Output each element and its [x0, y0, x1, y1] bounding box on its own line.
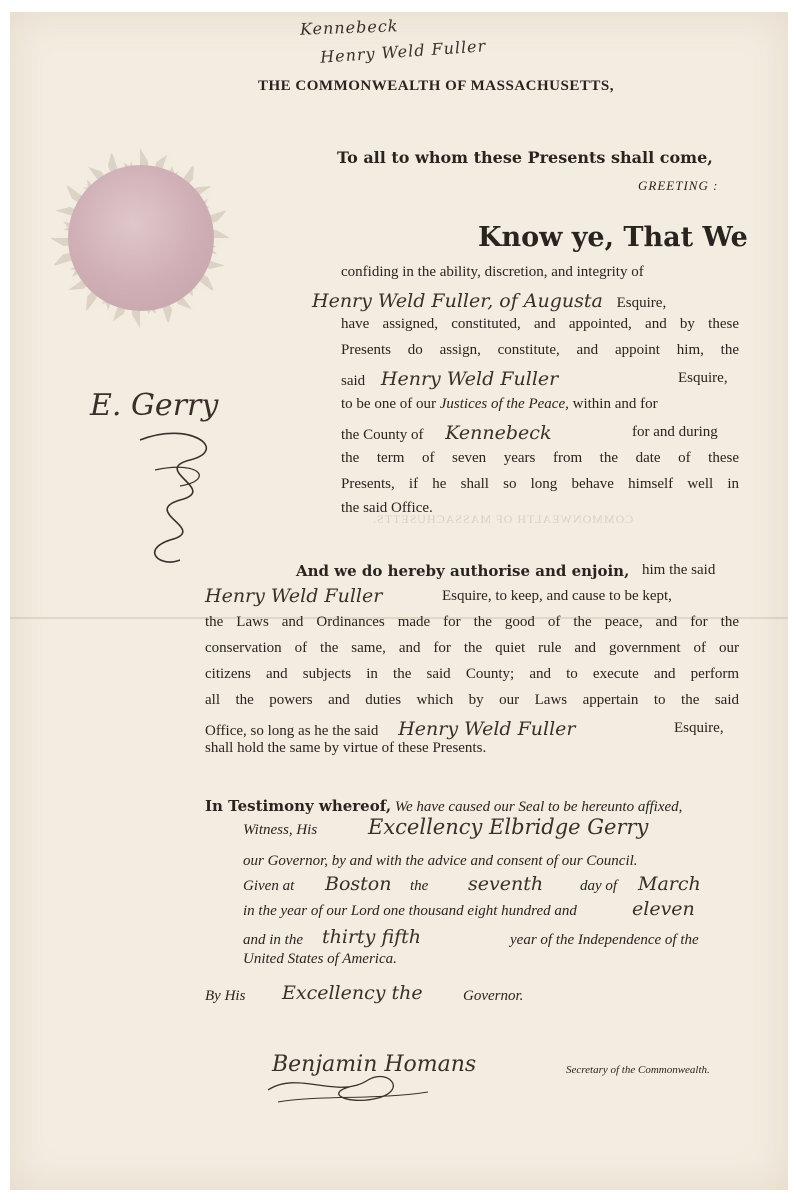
signature-flourish [120, 420, 240, 570]
bleed-through-top-1: Kennebeck [299, 16, 399, 39]
united-states-line: United States of America. [243, 951, 397, 967]
know-ye-heading: Know ye, That We [478, 222, 748, 253]
document-title: THE COMMONWEALTH OF MASSACHUSETTS, [258, 78, 614, 94]
and-in-the-label: and in the [243, 932, 303, 948]
appointee-name-hand: Henry Weld Fuller, of Augusta [312, 290, 603, 312]
county-hand: Kennebeck [445, 422, 552, 444]
year-hand: eleven [632, 898, 695, 920]
by-his-hand: Excellency the [282, 982, 423, 1004]
p2-line-3: the Laws and Ordinances made for the good of the peace, and for the [205, 614, 739, 630]
p1-line-8: the term of seven years from the date of these [341, 450, 739, 466]
secretary-flourish [258, 1040, 438, 1110]
witness-name-hand: Excellency Elbridge Gerry [368, 815, 649, 839]
wax-seal [68, 165, 214, 311]
testimony-line: In Testimony whereof, We have caused our Seal to be hereunto affixed, [205, 797, 683, 815]
year-line: in the year of our Lord one thousand eight hundred and [243, 903, 577, 919]
bleed-through-mid-title: COMMONWEALTH OF MASSACHUSETTS. [372, 512, 634, 526]
independence-line: year of the Independence of the [510, 932, 699, 948]
p1-line-2: Henry Weld Fuller, of Augusta Esquire, [312, 290, 667, 312]
p2-line-1: And we do hereby authorise and enjoin, [296, 562, 630, 580]
p2-line-6: all the powers and duties which by our Laws appertain to the said [205, 692, 739, 708]
p1-line-3: have assigned, constituted, and appointed, and by these [341, 316, 739, 332]
independence-year-hand: thirty fifth [322, 926, 422, 948]
p2-line-7: Office, so long as he the said Henry Weld Fuller [205, 718, 576, 740]
bleed-through-top-2: Henry Weld Fuller [319, 36, 487, 67]
p2-line-2 [205, 585, 382, 607]
by-his-label: By His [205, 988, 246, 1004]
p1-line-6: to be one of our Justices of the Peace, within and for [341, 396, 658, 412]
p2-name-hand: Henry Weld Fuller [205, 585, 383, 607]
p1-line-10: the said Office. [341, 500, 433, 516]
secretary-title: Secretary of the Commonwealth. [566, 1064, 710, 1076]
p1-line-9: Presents, if he shall so long behave himself well in [341, 476, 739, 492]
p1-line-5: said Henry Weld Fuller [341, 368, 559, 390]
address-line: To all to whom these Presents shall come, [337, 148, 713, 167]
governor-signature: E. Gerry [90, 388, 219, 423]
p2-line-8: shall hold the same by virtue of these Presents. [205, 740, 487, 756]
p1-line-7: the County of Kennebeck [341, 422, 552, 444]
p2-line-4: conservation of the same, and for the quiet rule and government of our [205, 640, 739, 656]
given-place-hand: Boston [325, 873, 392, 895]
secretary-signature: Benjamin Homans [272, 1052, 477, 1077]
governor-label: Governor. [463, 988, 524, 1004]
given-at-label: Given at [243, 878, 295, 894]
given-day-hand: seventh [468, 873, 544, 895]
appointee-name-hand-2: Henry Weld Fuller [380, 368, 559, 390]
p1-line-4: Presents do assign, constitute, and appoint him, the [341, 342, 739, 358]
governor-line: our Governor, by and with the advice and consent of our Council. [243, 853, 638, 869]
p1-line-1: confiding in the ability, discretion, and integrity of [341, 264, 644, 280]
greeting: GREETING : [638, 178, 719, 193]
p2-office-name-hand: Henry Weld Fuller [398, 718, 576, 740]
given-month-hand: March [638, 873, 701, 895]
witness-label: Witness, His [243, 822, 318, 838]
p2-line-5: citizens and subjects in the said County; and to execute and perform [205, 666, 739, 682]
